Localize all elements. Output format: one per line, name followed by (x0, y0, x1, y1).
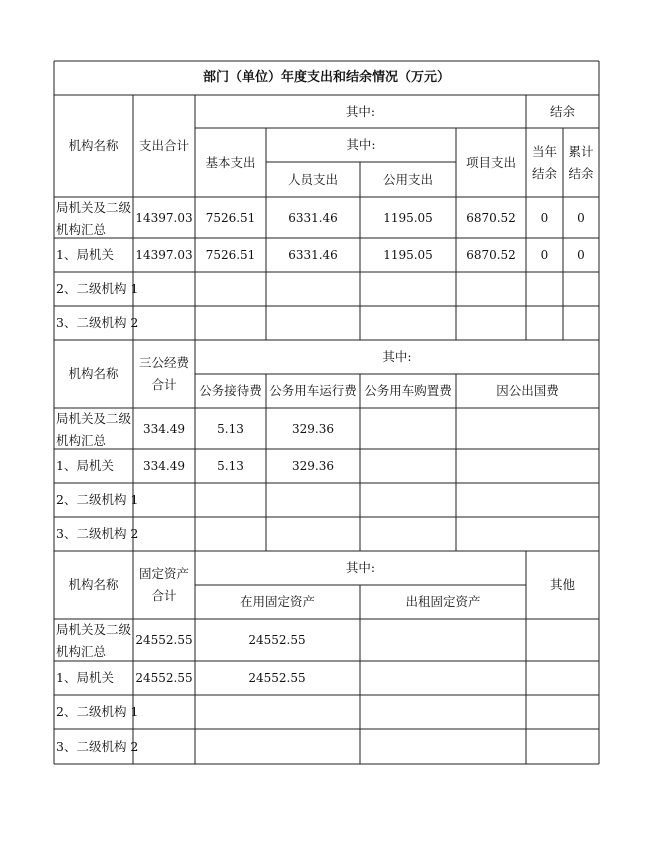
sec2-row-total: 334.49 (143, 421, 185, 436)
sec3-other-header: 其他 (549, 577, 575, 592)
page-title: 部门（单位）年度支出和结余情况（万元） (202, 70, 450, 85)
sec2-row-name (54, 408, 133, 449)
sec3-row-in-use: 24552.55 (248, 633, 306, 647)
sec1-row-project: 6870.52 (466, 210, 516, 225)
sec1-row-name-line1: 局机关及二级 (56, 200, 132, 215)
sec1-row-total: 14397.03 (135, 248, 193, 262)
sec2-reception-header: 公务接待费 (199, 383, 262, 398)
sec1-row-personnel: 6331.46 (288, 210, 338, 225)
sec3-row-name (54, 619, 133, 661)
sec3-leased-header: 出租固定资产 (405, 594, 481, 609)
sec1-col-name-header: 机构名称 (68, 138, 119, 153)
sec1-col-total-header: 支出合计 (138, 138, 189, 153)
sec3-row-name: 3、二级机构 2 (56, 738, 139, 754)
sec1-row-name: 2、二级机构 1 (56, 281, 139, 296)
sec1-qizhong-header: 其中: (345, 103, 376, 119)
sec1-row-public: 1195.05 (383, 210, 433, 225)
sec1-personnel-header: 人员支出 (287, 171, 338, 187)
sec3-row-total: 24552.55 (135, 633, 193, 647)
sec1-project-header: 项目支出 (465, 154, 516, 170)
sec1-row-personnel: 6331.46 (288, 248, 338, 262)
sec1-current-balance-header (526, 128, 563, 197)
sec1-sub-qizhong-header: 其中: (346, 137, 376, 152)
sec2-abroad-header: 因公出国费 (496, 383, 559, 398)
sec3-qizhong-header: 其中: (345, 560, 376, 575)
sec2-row-name: 3、二级机构 2 (56, 526, 139, 541)
sec1-public-header: 公用支出 (382, 171, 433, 187)
sec3-col-total-line2: 合计 (151, 588, 177, 603)
sec2-col-total-line1: 三公经费 (138, 355, 189, 370)
sec1-accumulated-balance-line2: 结余 (568, 165, 594, 181)
sec1-row-project: 6870.52 (466, 248, 516, 262)
sec3-in-use-header: 在用固定资产 (239, 594, 315, 609)
sec1-row-basic: 7526.51 (205, 210, 256, 225)
sec1-current-balance-line1: 当年 (531, 143, 557, 159)
sec1-accumulated-balance-header (563, 128, 599, 197)
sec3-row-name: 1、局机关 (56, 670, 114, 685)
sec1-row-current-balance: 0 (540, 210, 549, 225)
sec1-basic-header: 基本支出 (205, 154, 256, 170)
sec2-qizhong-header: 其中: (382, 349, 412, 364)
sec1-current-balance-line2: 结余 (531, 165, 557, 181)
sec2-row-vehicle-run: 329.36 (292, 459, 334, 473)
sec3-row-name: 2、二级机构 1 (56, 704, 139, 719)
sec1-row-name-line2: 机构汇总 (56, 222, 107, 237)
sec2-row-reception: 5.13 (217, 459, 244, 473)
sec1-row-name (54, 197, 133, 238)
sec2-row-name-line1: 局机关及二级 (56, 411, 132, 426)
sec1-row-accumulated-balance: 0 (577, 210, 585, 225)
sec2-row-total: 334.49 (143, 459, 185, 473)
sec3-col-total-line1: 固定资产 (138, 566, 189, 581)
sec1-row-name: 1、局机关 (56, 247, 114, 262)
sec3-row-total: 24552.55 (135, 671, 193, 685)
sec2-col-total-line2: 合计 (151, 377, 177, 392)
sec2-row-reception: 5.13 (217, 421, 244, 436)
sec2-row-name: 1、局机关 (56, 458, 114, 473)
sec1-balance-header: 结余 (549, 103, 575, 119)
sec2-row-vehicle-run: 329.36 (292, 421, 334, 436)
sec2-row-name-line2: 机构汇总 (56, 433, 107, 448)
sec2-vehicle-buy-header: 公务用车购置费 (364, 383, 452, 398)
sec1-row-current-balance: 0 (540, 248, 549, 262)
sec2-col-name-header: 机构名称 (68, 366, 119, 381)
sec1-row-public: 1195.05 (383, 248, 433, 262)
sec1-row-basic: 7526.51 (205, 248, 256, 262)
sec3-row-name-line2: 机构汇总 (56, 644, 107, 659)
sec3-col-name-header: 机构名称 (68, 577, 119, 592)
sec3-row-name-line1: 局机关及二级 (56, 622, 132, 637)
sec1-row-total: 14397.03 (135, 210, 193, 225)
sec3-row-in-use: 24552.55 (248, 671, 306, 685)
sec1-row-accumulated-balance: 0 (577, 248, 585, 262)
sec1-accumulated-balance-line1: 累计 (568, 143, 594, 159)
sec2-vehicle-run-header: 公务用车运行费 (269, 383, 357, 398)
sec1-row-name: 3、二级机构 2 (56, 315, 139, 330)
sec2-col-total-header (133, 340, 195, 408)
sec3-col-total-header (133, 551, 195, 619)
sec2-row-name: 2、二级机构 1 (56, 492, 139, 507)
